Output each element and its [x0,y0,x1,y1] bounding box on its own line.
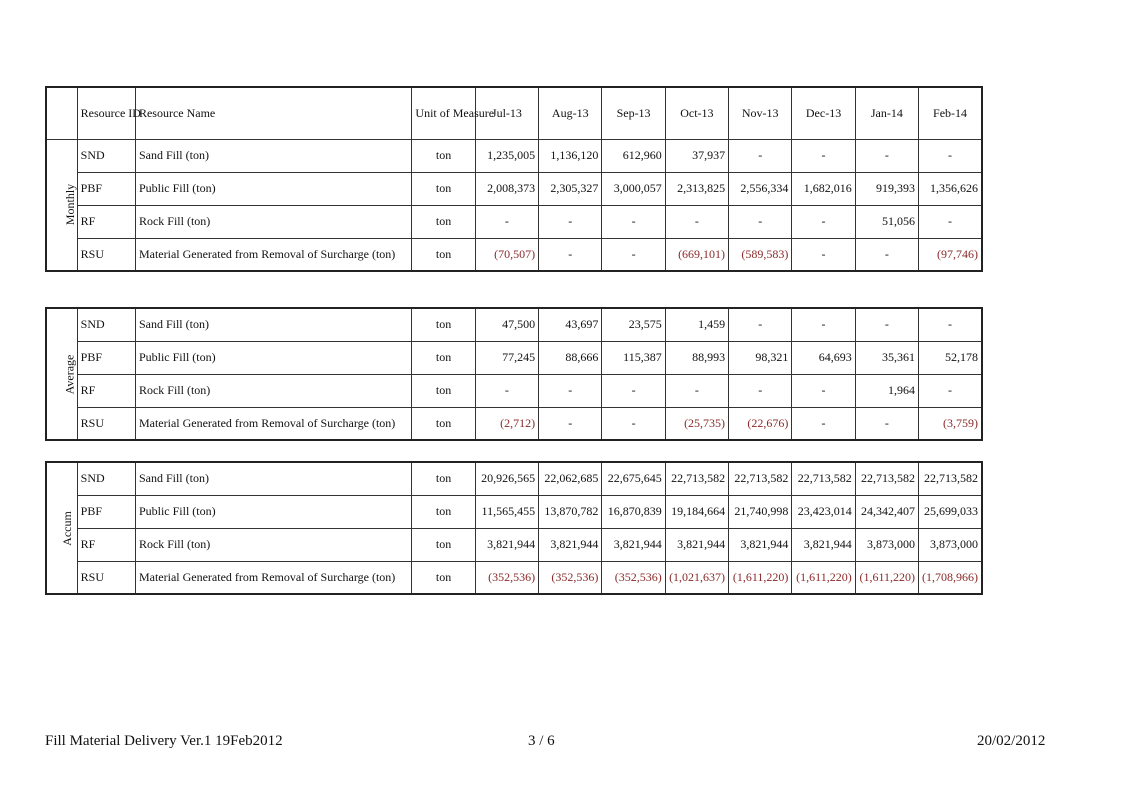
unit-cell: ton [412,205,475,238]
header-resource-name: Resource Name [135,87,411,139]
value-cell: - [855,139,918,172]
value-cell: (3,759) [919,407,982,440]
value-cell: - [729,139,792,172]
value-cell: 1,964 [855,374,918,407]
resource-id-cell: RSU [77,407,135,440]
value-cell: (669,101) [665,238,728,271]
value-cell: (1,611,220) [855,561,918,594]
value-cell: 612,960 [602,139,665,172]
unit-cell: ton [412,139,475,172]
value-cell: 77,245 [475,341,538,374]
resource-id-cell: SND [77,462,135,495]
table-row [46,528,982,561]
value-cell: 22,713,582 [792,462,855,495]
resource-id-cell: RF [77,374,135,407]
value-cell: 13,870,782 [539,495,602,528]
header-resource-id: Resource ID [77,87,135,139]
value-cell: 3,873,000 [919,528,982,561]
value-cell: - [729,308,792,341]
resource-name-cell: Rock Fill (ton) [135,205,411,238]
resource-id-cell: PBF [77,495,135,528]
value-cell: (70,507) [475,238,538,271]
unit-cell: ton [412,561,475,594]
value-cell: (2,712) [475,407,538,440]
value-cell: 64,693 [792,341,855,374]
header-month: Oct-13 [665,87,728,139]
header-month: Feb-14 [919,87,982,139]
monthly-table [45,86,983,272]
value-cell: 47,500 [475,308,538,341]
value-cell: - [919,205,982,238]
value-cell: 2,556,334 [729,172,792,205]
header-month: Dec-13 [792,87,855,139]
unit-cell: ton [412,172,475,205]
value-cell: - [792,374,855,407]
header-month: Nov-13 [729,87,792,139]
resource-id-cell: RSU [77,561,135,594]
group-label-cell [46,308,77,440]
value-cell: 23,423,014 [792,495,855,528]
value-cell: 3,000,057 [602,172,665,205]
footer-document-title: Fill Material Delivery Ver.1 19Feb2012 [45,733,283,749]
value-cell: - [855,308,918,341]
value-cell: - [855,238,918,271]
value-cell: - [665,205,728,238]
value-cell: 2,313,825 [665,172,728,205]
value-cell: 19,184,664 [665,495,728,528]
header-month: Jan-14 [855,87,918,139]
value-cell: - [539,407,602,440]
table-row [46,172,982,205]
value-cell: (352,536) [602,561,665,594]
header-month: Sep-13 [602,87,665,139]
resource-id-cell: RSU [77,238,135,271]
value-cell: 11,565,455 [475,495,538,528]
value-cell: - [475,374,538,407]
value-cell: - [539,205,602,238]
unit-cell: ton [412,462,475,495]
resource-name-cell: Material Generated from Removal of Surcharge (ton) [135,561,411,594]
average-table [45,307,983,441]
resource-id-cell: PBF [77,172,135,205]
resource-name-cell: Rock Fill (ton) [135,374,411,407]
table-row [46,139,982,172]
table-row [46,341,982,374]
resource-name-cell: Public Fill (ton) [135,172,411,205]
value-cell: 3,821,944 [665,528,728,561]
resource-id-cell: PBF [77,341,135,374]
value-cell: 1,136,120 [539,139,602,172]
footer-page-number: 3 / 6 [528,733,555,749]
value-cell: 21,740,998 [729,495,792,528]
group-label: Accum [59,510,74,546]
value-cell: 51,056 [855,205,918,238]
value-cell: - [792,205,855,238]
value-cell: 22,713,582 [919,462,982,495]
table-row [46,308,982,341]
value-cell: - [792,308,855,341]
unit-cell: ton [412,341,475,374]
header-month: Jul-13 [475,87,538,139]
resource-name-cell: Rock Fill (ton) [135,528,411,561]
resource-name-cell: Sand Fill (ton) [135,462,411,495]
value-cell: 98,321 [729,341,792,374]
value-cell: (589,583) [729,238,792,271]
value-cell: (97,746) [919,238,982,271]
resource-id-cell: SND [77,139,135,172]
value-cell: 35,361 [855,341,918,374]
unit-cell: ton [412,308,475,341]
table-row [46,374,982,407]
resource-name-cell: Material Generated from Removal of Surcharge (ton) [135,238,411,271]
value-cell: 16,870,839 [602,495,665,528]
value-cell: 22,062,685 [539,462,602,495]
value-cell: 88,993 [665,341,728,374]
group-label-cell [46,139,77,271]
value-cell: (1,021,637) [665,561,728,594]
resource-name-cell: Sand Fill (ton) [135,139,411,172]
value-cell: 115,387 [602,341,665,374]
value-cell: 22,713,582 [665,462,728,495]
value-cell: 3,821,944 [539,528,602,561]
table-row [46,407,982,440]
unit-cell: ton [412,495,475,528]
value-cell: 20,926,565 [475,462,538,495]
table-row [46,462,982,495]
unit-cell: ton [412,407,475,440]
table-row [46,238,982,271]
resource-id-cell: RF [77,528,135,561]
value-cell: (352,536) [475,561,538,594]
value-cell: - [539,374,602,407]
value-cell: - [792,238,855,271]
value-cell: 1,682,016 [792,172,855,205]
accum-table [45,461,983,595]
group-label: Monthly [63,184,78,226]
resource-name-cell: Public Fill (ton) [135,341,411,374]
resource-name-cell: Material Generated from Removal of Surcharge (ton) [135,407,411,440]
value-cell: 3,821,944 [729,528,792,561]
value-cell: (22,676) [729,407,792,440]
value-cell: 52,178 [919,341,982,374]
value-cell: - [602,238,665,271]
value-cell: - [475,205,538,238]
table-row [46,561,982,594]
value-cell: - [602,205,665,238]
value-cell: (1,611,220) [792,561,855,594]
value-cell: 43,697 [539,308,602,341]
unit-cell: ton [412,528,475,561]
value-cell: - [539,238,602,271]
group-label: Average [62,354,77,394]
value-cell: 88,666 [539,341,602,374]
resource-id-cell: RF [77,205,135,238]
value-cell: - [792,407,855,440]
value-cell: 2,008,373 [475,172,538,205]
value-cell: (1,708,966) [919,561,982,594]
table-row [46,205,982,238]
value-cell: - [665,374,728,407]
unit-cell: ton [412,374,475,407]
header-unit-of-measure: Unit of Measure [412,87,475,139]
value-cell: 22,675,645 [602,462,665,495]
value-cell: 3,821,944 [792,528,855,561]
table-row [46,495,982,528]
unit-cell: ton [412,238,475,271]
value-cell: - [602,407,665,440]
value-cell: 1,235,005 [475,139,538,172]
value-cell: - [855,407,918,440]
value-cell: 3,821,944 [475,528,538,561]
resource-name-cell: Public Fill (ton) [135,495,411,528]
value-cell: 24,342,407 [855,495,918,528]
value-cell: 1,459 [665,308,728,341]
value-cell: - [919,374,982,407]
value-cell: 3,873,000 [855,528,918,561]
value-cell: (352,536) [539,561,602,594]
value-cell: (1,611,220) [729,561,792,594]
footer-date: 20/02/2012 [977,733,1046,749]
value-cell: - [729,205,792,238]
header-month: Aug-13 [539,87,602,139]
value-cell: - [729,374,792,407]
value-cell: 22,713,582 [729,462,792,495]
value-cell: 22,713,582 [855,462,918,495]
resource-id-cell: SND [77,308,135,341]
value-cell: - [602,374,665,407]
value-cell: (25,735) [665,407,728,440]
header-group-cell [46,87,77,139]
group-label-cell [46,462,77,594]
table-header-row [46,87,982,139]
value-cell: 25,699,033 [919,495,982,528]
value-cell: 919,393 [855,172,918,205]
value-cell: - [919,139,982,172]
resource-name-cell: Sand Fill (ton) [135,308,411,341]
value-cell: - [919,308,982,341]
value-cell: 2,305,327 [539,172,602,205]
value-cell: - [792,139,855,172]
value-cell: 23,575 [602,308,665,341]
value-cell: 37,937 [665,139,728,172]
value-cell: 3,821,944 [602,528,665,561]
value-cell: 1,356,626 [919,172,982,205]
